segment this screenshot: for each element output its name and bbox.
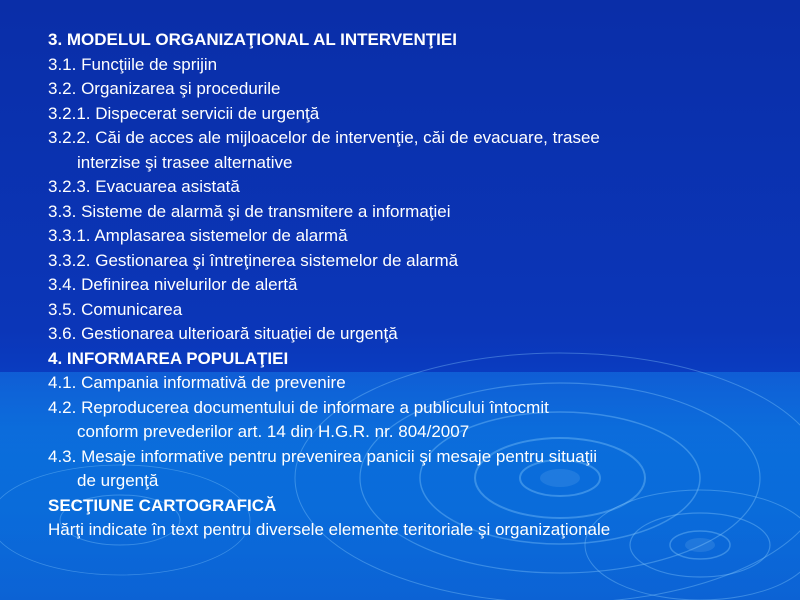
- list-item: [48, 298, 778, 323]
- item-text: 3.2.1. Dispecerat servicii de urgenţă: [48, 103, 320, 123]
- list-item: [48, 518, 778, 543]
- item-text: 3.1. Funcţiile de sprijin: [48, 54, 218, 74]
- section-heading: [48, 347, 778, 372]
- item-text: 4.3. Mesaje informative pentru prevenirea panicii şi mesaje pentru situaţii: [48, 446, 597, 466]
- item-text: 4. INFORMAREA POPULAŢIEI: [48, 348, 289, 368]
- list-item: [48, 102, 778, 127]
- list-item: [48, 322, 778, 347]
- list-item: [48, 77, 778, 102]
- item-text: 4.2. Reproducerea documentului de informare a publicului întocmit: [48, 397, 549, 417]
- list-item: [48, 445, 778, 494]
- list-item: [48, 126, 778, 175]
- item-text: 3.2.3. Evacuarea asistată: [48, 177, 240, 196]
- item-text: 3.2.2. Căi de acces ale mijloacelor de intervenţie, căi de evacuare, trasee: [48, 128, 600, 147]
- list-item: [48, 249, 778, 274]
- item-text: 3.3.1. Amplasarea sistemelor de alarmă: [48, 226, 348, 245]
- item-text: 3. MODELUL ORGANIZAŢIONAL AL INTERVENŢIEI: [48, 30, 457, 49]
- list-item: [48, 200, 778, 225]
- list-item: [48, 273, 778, 298]
- section-heading: [48, 494, 778, 519]
- item-text-continuation: conform prevederilor art. 14 din H.G.R. nr. 804/2007: [77, 422, 470, 441]
- item-text: 4.1. Campania informativă de prevenire: [48, 373, 346, 392]
- list-item: [48, 396, 778, 445]
- item-text: 3.3. Sisteme de alarmă şi de transmitere a informaţiei: [48, 201, 451, 221]
- item-text-continuation: de urgenţă: [77, 471, 159, 490]
- item-text: 3.4. Definirea nivelurilor de alertă: [48, 275, 298, 294]
- list-item: [48, 53, 778, 78]
- item-text: 3.2. Organizarea şi procedurile: [48, 79, 281, 98]
- item-text: 3.6. Gestionarea ulterioară situaţiei de urgenţă: [48, 324, 398, 343]
- item-text: 3.5. Comunicarea: [48, 299, 183, 319]
- item-text: SECŢIUNE CARTOGRAFICĂ: [48, 495, 277, 515]
- item-text: Hărţi indicate în text pentru diversele elemente teritoriale şi organizaţionale: [48, 520, 611, 539]
- slide-text: [48, 28, 778, 543]
- list-item: [48, 175, 778, 200]
- item-text: 3.3.2. Gestionarea şi întreţinerea sistemelor de alarmă: [48, 250, 459, 270]
- item-text-continuation: interzise şi trasee alternative: [77, 152, 293, 172]
- list-item: [48, 371, 778, 396]
- list-item: [48, 224, 778, 249]
- section-heading: [48, 28, 778, 53]
